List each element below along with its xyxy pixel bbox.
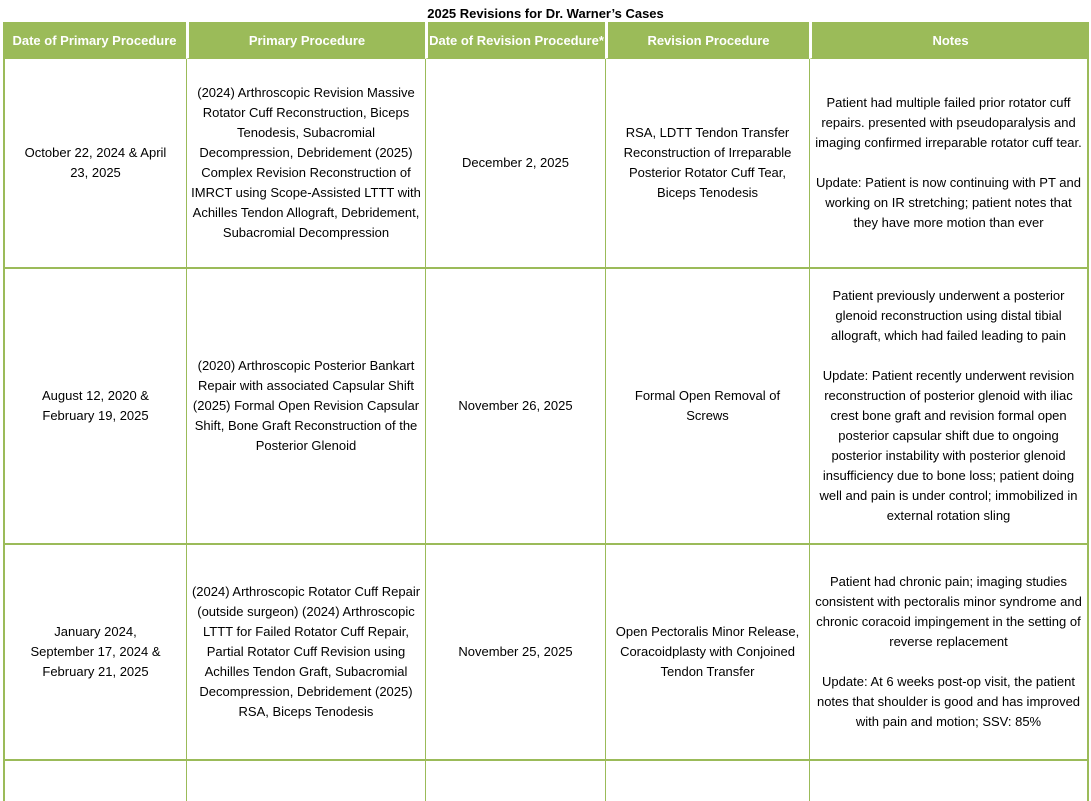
cell-revision-procedure [605, 269, 809, 545]
cell-primary-procedure [186, 269, 425, 545]
notes-update-text: Update: At 6 weeks post-op visit, the patient notes that shoulder is good and has improved with pain and motion; SSV: 85% [816, 674, 1081, 729]
cell-notes [809, 59, 1089, 269]
date-primary-text: January 2024, September 17, 2024 & February 21, 2025 [30, 624, 161, 679]
cell-primary-procedure [186, 545, 425, 761]
table-row [3, 59, 1089, 269]
date-primary-text: August 12, 2020 & February 19, 2025 [42, 388, 149, 423]
header-notes: Notes [809, 22, 1089, 59]
notes-update-text: Update: Patient is now continuing with PT and working on IR stretching; patient notes that they have more motion than ever [816, 175, 1081, 230]
cell-revision-procedure [605, 545, 809, 761]
cell-date-primary [3, 545, 186, 761]
header-revision-procedure: Revision Procedure [605, 22, 809, 59]
header-date-revision: Date of Revision Procedure* [425, 22, 605, 59]
header-primary-procedure: Primary Procedure [186, 22, 425, 59]
cell-empty [605, 761, 809, 801]
notes-text: Patient previously underwent a posterior glenoid reconstruction using distal tibial allograft, which had failed leading to pain [831, 288, 1066, 343]
cell-empty [425, 761, 605, 801]
header-date-primary: Date of Primary Procedure [3, 22, 186, 59]
cell-notes [809, 269, 1089, 545]
revision-procedure-text: Open Pectoralis Minor Release, Coracoidplasty with Conjoined Tendon Transfer [615, 624, 800, 679]
primary-procedure-text: (2020) Arthroscopic Posterior Bankart Repair with associated Capsular Shift (2025) Formal Open Revision Capsular Shift, Bone Graft Reconstruction of the Posterior Glenoid [192, 358, 420, 453]
date-revision-text: December 2, 2025 [462, 155, 569, 170]
cell-date-revision [425, 545, 605, 761]
revisions-table [3, 22, 1089, 801]
revision-procedure-text: Formal Open Removal of Screws [634, 388, 781, 423]
date-revision-text: November 25, 2025 [458, 644, 573, 659]
primary-procedure-text: (2024) Arthroscopic Rotator Cuff Repair (outside surgeon) (2024) Arthroscopic LTTT for Failed Rotator Cuff Repair, Partial Rotator Cuff Revision using Achilles Tendon Graft, Subacromial Decompression, Debridement (2025) RSA, Biceps Tenodesis [191, 584, 421, 719]
cell-date-revision [425, 269, 605, 545]
primary-procedure-text: (2024) Arthroscopic Revision Massive Rotator Cuff Reconstruction, Biceps Tenodesis, Subacromial Decompression, Debridement (2025) Complex Revision Reconstruction of IMRCT using Scope-Assisted LTTT with Achilles Tendon Allograft, Debridement, Subacromial Decompression [191, 85, 421, 240]
cell-empty [186, 761, 425, 801]
cell-empty [3, 761, 186, 801]
notes-text: Patient had multiple failed prior rotator cuff repairs. presented with pseudoparalysis and imaging confirmed irreparable rotator cuff tear. [815, 95, 1082, 150]
cell-revision-procedure [605, 59, 809, 269]
cell-empty [809, 761, 1089, 801]
cell-notes [809, 545, 1089, 761]
revision-procedure-text: RSA, LDTT Tendon Transfer Reconstruction of Irreparable Posterior Rotator Cuff Tear, Biceps Tenodesis [623, 125, 792, 200]
table-row [3, 545, 1089, 761]
cell-date-revision [425, 59, 605, 269]
table-row-partial [3, 761, 1089, 801]
date-primary-text: October 22, 2024 & April 23, 2025 [24, 145, 167, 180]
header-row [3, 22, 1089, 59]
cell-date-primary [3, 269, 186, 545]
table-row [3, 269, 1089, 545]
cell-primary-procedure [186, 59, 425, 269]
notes-update-text: Update: Patient recently underwent revision reconstruction of posterior glenoid with iliac crest bone graft and revision formal open posterior capsular shift due to ongoing posterior instability with posterior glenoid insufficiency due to bone loss; patient doing well and pain is under control; immobilized in external rotation sling [819, 368, 1078, 523]
date-revision-text: November 26, 2025 [458, 398, 573, 413]
notes-text: Patient had chronic pain; imaging studies consistent with pectoralis minor syndrome and chronic coracoid impingement in the setting of reverse replacement [815, 574, 1082, 649]
table-title: 2025 Revisions for Dr. Warner’s Cases [427, 6, 664, 21]
cell-date-primary [3, 59, 186, 269]
